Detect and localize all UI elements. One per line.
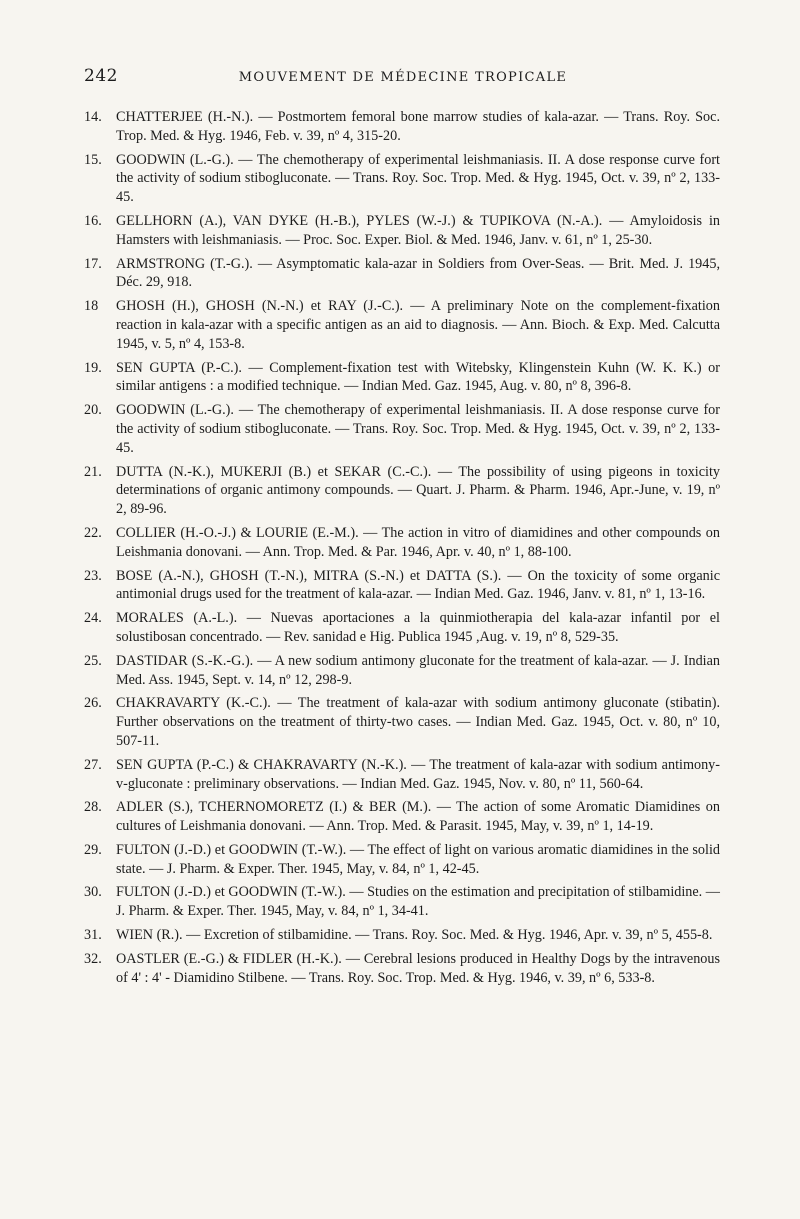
reference-number: 18 [84, 298, 99, 315]
reference-item [84, 212, 720, 250]
reference-number: 15. [84, 151, 102, 168]
running-title: MOUVEMENT DE MÉDECINE TROPICALE [238, 70, 568, 85]
reference-number: 23. [84, 567, 102, 584]
reference-number: 28. [84, 799, 102, 816]
reference-item [84, 108, 720, 146]
reference-text: FULTON (J.-D.) et GOODWIN (T.-W.). — Studies on the estimation and precipitation of stilbamidine. — J. Pharm. & Exper. Ther. 1945, May, v. 84, nº 1, 34-41. [116, 884, 720, 920]
reference-number: 14. [84, 109, 102, 125]
reference-item [84, 950, 720, 988]
reference-item [84, 297, 720, 353]
reference-item [84, 567, 720, 605]
reference-item [84, 524, 720, 562]
reference-number: 29. [84, 841, 102, 858]
reference-number: 17. [84, 255, 102, 272]
reference-item [84, 756, 720, 794]
reference-number: 20. [84, 402, 102, 419]
reference-text: MORALES (A.-L.). — Nuevas aportaciones a la quinmiotherapia del kala-azar infantil por el solustibosan concentrado. — Rev. sanidad e Hig. Publica 1945 ,Aug. v. 19, nº 8, 529-35. [116, 610, 720, 645]
reference-item [84, 401, 720, 457]
reference-item [84, 883, 720, 921]
reference-number: 21. [84, 463, 102, 480]
reference-item [84, 926, 720, 945]
reference-item [84, 151, 720, 207]
reference-text: BOSE (A.-N.), GHOSH (T.-N.), MITRA (S.-N.) et DATTA (S.). — On the toxicity of some organic antimonial drugs used for the treatment of kala-azar. — Indian Med. Gaz. 1946, Janv. v. 81, nº 1, 13-16. [116, 567, 720, 603]
reference-item [84, 694, 720, 750]
reference-number: 24. [84, 610, 102, 627]
reference-list [84, 108, 720, 992]
reference-text: CHAKRAVARTY (K.-C.). — The treatment of kala-azar with sodium antimony gluconate (stibatin). Further observations on the treatment of thirty-two cases. — Indian Med. Gaz. 1945, Oct. v. 80, nº 10, 507-11. [116, 695, 720, 749]
reference-text: SEN GUPTA (P.-C.) & CHAKRAVARTY (N.-K.). — The treatment of kala-azar with sodium antimony-v-gluconate : preliminary observations. — Indian Med. Gaz. 1945, Nov. v. 80, nº 11, 560-64. [116, 756, 720, 792]
reference-item [84, 798, 720, 836]
reference-text: WIEN (R.). — Excretion of stilbamidine. — Trans. Roy. Soc. Med. & Hyg. 1946, Apr. v. 39, nº 5, 455-8. [116, 927, 713, 944]
reference-text: SEN GUPTA (P.-C.). — Complement-fixation test with Witebsky, Klingenstein Kuhn (W. K. K.) or similar antigens : a modified technique. — Indian Med. Gaz. 1945, Aug. v. 80, nº 8, 396-8. [116, 359, 720, 395]
reference-number: 16. [84, 212, 102, 229]
reference-item [84, 463, 720, 519]
reference-item [84, 255, 720, 293]
page-header [84, 66, 722, 90]
reference-number: 25. [84, 652, 102, 669]
reference-text: GELLHORN (A.), VAN DYKE (H.-B.), PYLES (W.-J.) & TUPIKOVA (N.-A.). — Amyloidosis in Hamsters with leishmaniasis. — Proc. Soc. Exper. Biol. & Med. 1946, Janv. v. 61, nº 1, 25-30. [116, 212, 720, 248]
reference-text: ADLER (S.), TCHERNOMORETZ (I.) & BER (M.). — The action of some Aromatic Diamidines on cultures of Leishmania donovani. — Ann. Trop. Med. & Parasit. 1945, May, v. 39, nº 1, 14-19. [116, 799, 720, 835]
reference-number: 27. [84, 756, 102, 773]
reference-text: OASTLER (E.-G.) & FIDLER (H.-K.). — Cerebral lesions produced in Healthy Dogs by the intravenous of 4' : 4' - Diamidino Stilbene. — Trans. Roy. Soc. Trop. Med. & Hyg. 1946, v. 39, nº 6, 533-8. [116, 950, 720, 986]
page-number: 242 [84, 66, 118, 86]
reference-text: COLLIER (H.-O.-J.) & LOURIE (E.-M.). — The action in vitro of diamidines and other compounds on Leishmania donovani. — Ann. Trop. Med. & Par. 1946, Apr. v. 40, nº 1, 88-100. [116, 524, 720, 560]
reference-text: GHOSH (H.), GHOSH (N.-N.) et RAY (J.-C.). — A preliminary Note on the complement-fixation reaction in kala-azar with a specific antigen as an aid to diagnosis. — Ann. Bioch. & Exp. Med. Calcutta 1945, v. 5, nº 4, 153-8. [116, 298, 720, 352]
reference-number: 31. [84, 927, 102, 944]
reference-number: 32. [84, 950, 102, 967]
reference-text: DUTTA (N.-K.), MUKERJI (B.) et SEKAR (C.-C.). — The possibility of using pigeons in toxicity determinations of organic antimony compounds. — Quart. J. Pharm. & Pharm. 1946, Apr.-June, v. 19, nº 2, 89-96. [116, 463, 720, 518]
reference-number: 22. [84, 524, 102, 541]
reference-number: 30. [84, 884, 102, 901]
reference-text: CHATTERJEE (H.-N.). — Postmortem femoral bone marrow studies of kala-azar. — Trans. Roy. Soc. Trop. Med. & Hyg. 1946, Feb. v. 39, nº 4, 315-20. [116, 109, 720, 144]
reference-item [84, 359, 720, 397]
reference-text: GOODWIN (L.-G.). — The chemotherapy of experimental leishmaniasis. II. A dose response curve fort the activity of sodium stibogluconate. — Trans. Roy. Soc. Trop. Med. & Hyg. 1945, Oct. v. 39, nº 2, 133-45. [116, 151, 720, 206]
reference-text: FULTON (J.-D.) et GOODWIN (T.-W.). — The effect of light on various aromatic diamidines in the solid state. — J. Pharm. & Exper. Ther. 1945, May, v. 84, nº 1, 42-45. [116, 841, 720, 877]
reference-item [84, 609, 720, 647]
reference-number: 19. [84, 359, 102, 376]
reference-text: DASTIDAR (S.-K.-G.). — A new sodium antimony gluconate for the treatment of kala-azar. — J. Indian Med. Ass. 1945, Sept. v. 14, nº 12, 298-9. [116, 652, 720, 688]
reference-text: ARMSTRONG (T.-G.). — Asymptomatic kala-azar in Soldiers from Over-Seas. — Brit. Med. J. 1945, Déc. 29, 918. [116, 255, 720, 291]
reference-item [84, 652, 720, 690]
reference-item [84, 841, 720, 879]
reference-text: GOODWIN (L.-G.). — The chemotherapy of experimental leishmaniasis. II. A dose response curve for the activity of sodium stibogluconate. — Trans. Roy. Soc. Trop. Med. & Hyg. 1945, Oct. v. 39, nº 2, 133-45. [116, 402, 720, 456]
reference-number: 26. [84, 695, 102, 712]
